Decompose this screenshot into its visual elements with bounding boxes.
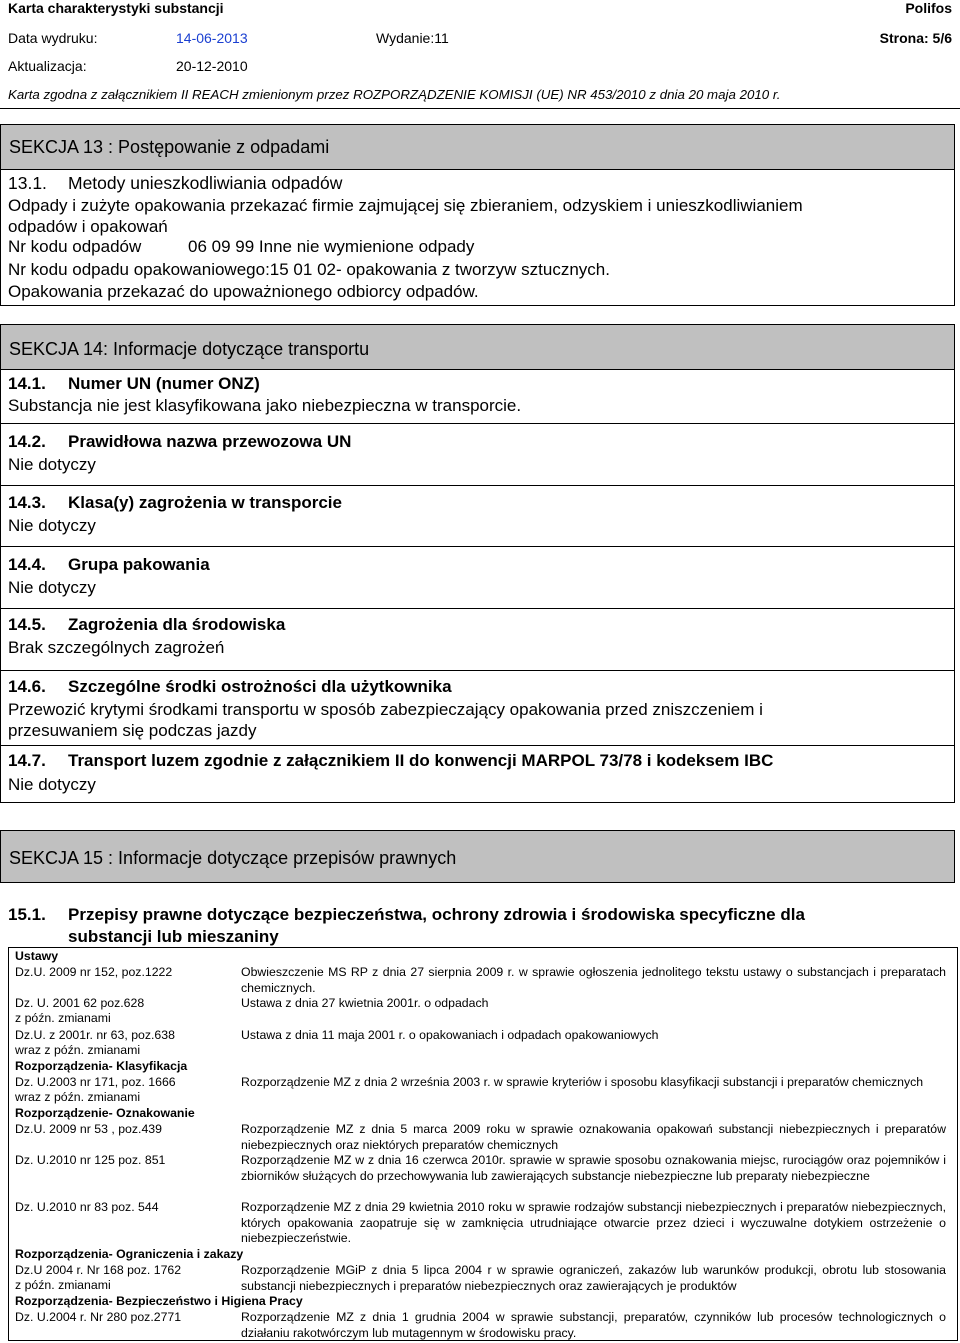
table-cell-reference: Dz. U.2010 nr 83 poz. 544	[15, 1200, 159, 1214]
subsection-14-3-text: Nie dotyczy	[8, 516, 96, 535]
table-cell-description: Rozporządzenie MZ z dnia 29 kwietnia 2010 roku w sprawie rodzajów substancji niebezpiecznych i preparatów niebezpiecznych, których opakowania zaopatruje się w zamknięcia utrudniające otwarcie przez dzieci i wyczuwalne dotykiem ostrzeżenie o niebezpieczeństwie.	[241, 1200, 946, 1246]
table-cell-description: Rozporządzenie MZ z dnia 1 grudnia 2004 w sprawie substancji, preparatów, czynników lub procesów technologicznych o działaniu rakotwórczym lub mutagennym w środowisku pracy.	[241, 1310, 946, 1340]
table-cell-reference: Dz. U.2010 nr 125 poz. 851	[15, 1153, 166, 1167]
subsection-14-5-text: Brak szczególnych zagrożeń	[8, 638, 225, 657]
table-cell-description: Obwieszczenie MS RP z dnia 27 sierpnia 2009 r. w sprawie ogłoszenia jednolitego tekstu ustawy o substancjach i preparatach chemicznych.	[241, 965, 946, 995]
subsection-title: Numer UN (numer ONZ)	[68, 374, 260, 393]
table-cell-description: Rozporządzenie MGiP z dnia 5 lipca 2004 r w sprawie ograniczeń, zakazów lub warunków produkcji, obrotu lub stosowania substancji niebezpiecznych i preparatów niebezpiecznych oraz zawierających je produktów	[241, 1263, 946, 1293]
divider	[0, 546, 955, 547]
packaging-disposal-line: Opakowania przekazać do upoważnionego odbiorcy odpadów.	[8, 282, 479, 301]
waste-code-value: 06 09 99 Inne nie wymienione odpady	[188, 237, 475, 256]
section-15-header	[0, 830, 955, 883]
subsection-15-1-heading-cont: substancji lub mieszaniny	[68, 927, 279, 946]
subsection-number: 15.1.	[8, 905, 46, 924]
subsection-number: 13.1.	[8, 173, 47, 193]
subsection-number: 14.2.	[8, 432, 46, 451]
table-group-header: Rozporządzenie- Oznakowanie	[15, 1106, 195, 1120]
table-cell-reference: wraz z późn. zmianami	[15, 1043, 141, 1057]
subsection-number: 14.1.	[8, 374, 46, 393]
subsection-number: 14.6.	[8, 677, 46, 696]
subsection-title: Grupa pakowania	[68, 555, 210, 574]
table-cell-reference: Dz.U. z 2001r. nr 63, poz.638	[15, 1028, 175, 1042]
waste-text-line: Odpady i zużyte opakowania przekazać firmie zajmującej się zbieraniem, odzyskiem i unieszkodliwianiem	[8, 196, 803, 215]
table-cell-description: Rozporządzenie MZ w z dnia 16 czerwca 2010r. sprawie w sprawie sposobu oznakowania miejsc, rurociągów oraz pojemników i zbiorników służących do przechowywania lub zawierających substancje niebezpieczne lub preparaty niebezpieczne	[241, 1153, 946, 1183]
table-cell-description: Rozporządzenie MZ z dnia 5 marca 2009 roku w sprawie oznakowania opakowań substancji niebezpiecznych i preparatów niebezpiecznych oraz niektórych preparatów chemicznych	[241, 1122, 946, 1152]
subsection-14-4-heading	[8, 555, 210, 575]
subsection-title: Metody unieszkodliwiania odpadów	[68, 173, 343, 193]
table-cell-description: Rozporządzenie MZ z dnia 2 września 2003 r. w sprawie kryteriów i sposobu klasyfikacji substancji i preparatów chemicznych	[241, 1075, 924, 1089]
update-label: Aktualizacja:	[8, 58, 87, 74]
table-group-header: Ustawy	[15, 949, 59, 963]
subsection-14-5-heading	[8, 615, 285, 635]
header-date-row	[8, 30, 952, 48]
packaging-code-line: Nr kodu odpadu opakowaniowego:15 01 02- opakowania z tworzyw sztucznych.	[8, 260, 610, 279]
subsection-14-1-text: Substancja nie jest klasyfikowana jako niebezpieczna w transporcie.	[8, 396, 522, 415]
subsection-title: Zagrożenia dla środowiska	[68, 615, 286, 634]
subsection-14-7-text: Nie dotyczy	[8, 775, 96, 794]
print-date-label: Data wydruku:	[8, 30, 98, 46]
divider	[0, 423, 955, 424]
table-group-header: Rozporządzenia- Ograniczenia i zakazy	[15, 1247, 244, 1261]
subsection-title: Transport luzem zgodnie z załącznikiem II do konwencji MARPOL 73/78 i kodeksem IBC	[68, 751, 774, 770]
subsection-number: 14.3.	[8, 493, 46, 512]
table-cell-reference: z późn. zmianami	[15, 1011, 111, 1025]
waste-code-row	[8, 237, 474, 257]
subsection-number: 14.7.	[8, 751, 46, 770]
header-title-row	[8, 0, 952, 18]
table-group-header: Rozporządzenia- Bezpieczeństwo i Higiena Pracy	[15, 1294, 303, 1308]
subsection-14-1-heading	[8, 374, 260, 394]
header-update-row	[8, 58, 952, 76]
subsection-title: Prawidłowa nazwa przewozowa UN	[68, 432, 352, 451]
page-number: Strona: 5/6	[879, 30, 952, 46]
subsection-14-6-heading	[8, 677, 452, 697]
subsection-title: Klasa(y) zagrożenia w transporcie	[68, 493, 342, 512]
table-cell-reference: z późn. zmianami	[15, 1278, 111, 1292]
product-name: Polifos	[905, 0, 952, 16]
waste-text-line: odpadów i opakowań	[8, 217, 168, 236]
edition: Wydanie:11	[376, 30, 449, 46]
subsection-number: 14.5.	[8, 615, 46, 634]
table-cell-reference: Dz. U. 2001 62 poz.628	[15, 996, 145, 1010]
header-divider	[0, 108, 960, 109]
table-cell-description: Ustawa z dnia 27 kwietnia 2001r. o odpadach	[241, 996, 489, 1010]
update-date: 20-12-2010	[176, 58, 248, 74]
subsection-13-1-heading	[8, 173, 342, 193]
table-cell-reference: Dz.U. 2009 nr 152, poz.1222	[15, 965, 173, 979]
table-cell-reference: wraz z późn. zmianami	[15, 1090, 141, 1104]
print-date: 14-06-2013	[176, 30, 248, 46]
table-group-header: Rozporządzenia- Klasyfikacja	[15, 1059, 188, 1073]
waste-code-label: Nr kodu odpadów	[8, 237, 142, 256]
regulations-table	[8, 947, 958, 1341]
section-13-header	[0, 124, 955, 170]
section-13-title: SEKCJA 13 : Postępowanie z odpadami	[9, 137, 330, 157]
subsection-14-4-text: Nie dotyczy	[8, 578, 96, 597]
divider	[0, 608, 955, 609]
divider	[0, 670, 955, 671]
table-cell-reference: Dz. U.2003 nr 171, poz. 1666	[15, 1075, 176, 1089]
table-cell-description: Ustawa z dnia 11 maja 2001 r. o opakowaniach i odpadach opakowaniowych	[241, 1028, 659, 1042]
subsection-14-7-heading	[8, 751, 773, 771]
doc-title: Karta charakterystyki substancji	[8, 0, 224, 16]
table-cell-reference: Dz. U.2004 r. Nr 280 poz.2771	[15, 1310, 182, 1324]
section-15-title: SEKCJA 15 : Informacje dotyczące przepisów prawnych	[9, 848, 457, 868]
divider	[0, 745, 955, 746]
divider	[0, 485, 955, 486]
subsection-title: Przepisy prawne dotyczące bezpieczeństwa, ochrony zdrowia i środowiska specyficzne dla	[68, 905, 805, 924]
section-14-title: SEKCJA 14: Informacje dotyczące transportu	[9, 339, 370, 359]
subsection-14-6-text: Przewozić krytymi środkami transportu w sposób zabezpieczający opakowania przed zniszczeniem i	[8, 700, 763, 719]
table-cell-reference: Dz.U 2004 r. Nr 168 poz. 1762	[15, 1263, 182, 1277]
subsection-14-3-heading	[8, 493, 342, 513]
compliance-note: Karta zgodna z załącznikiem II REACH zmienionym przez ROZPORZĄDZENIE KOMISJI (UE) NR 453/2010 z dnia 20 maja 2010 r.	[8, 87, 781, 102]
subsection-number: 14.4.	[8, 555, 46, 574]
subsection-title: Szczególne środki ostrożności dla użytkownika	[68, 677, 452, 696]
subsection-14-2-text: Nie dotyczy	[8, 455, 96, 474]
subsection-14-6-text: przesuwaniem się podczas jazdy	[8, 721, 257, 740]
subsection-15-1-heading	[8, 905, 805, 925]
section-14-header	[0, 324, 955, 370]
subsection-14-2-heading	[8, 432, 351, 452]
table-cell-reference: Dz.U. 2009 nr 53 , poz.439	[15, 1122, 162, 1136]
